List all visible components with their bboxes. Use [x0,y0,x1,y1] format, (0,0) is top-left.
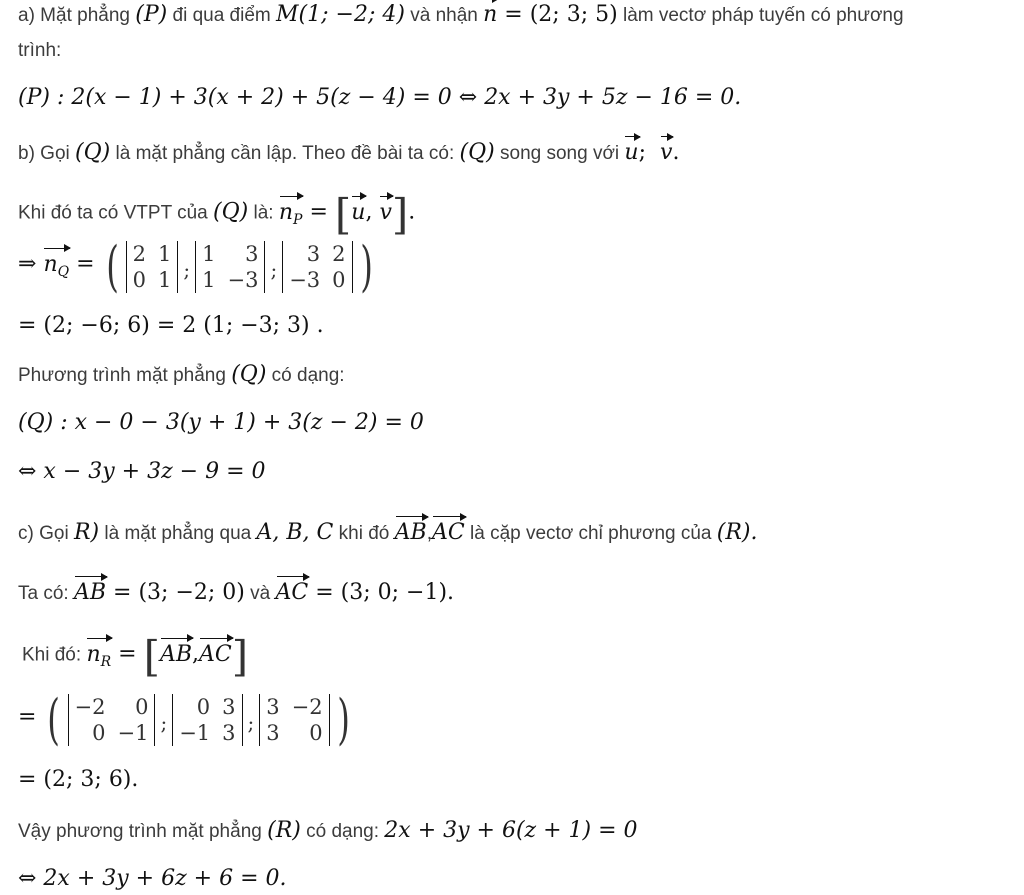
text: khi đó [333,523,395,544]
points-abc: A, B, C [256,520,334,545]
paren-close: ) [359,235,373,298]
point-m: M(1; −2; 4) [276,2,405,27]
text: là mặt phẳng qua [99,523,257,544]
vector-nq: $n_Q$ [43,251,70,280]
text: có dạng: [300,821,385,842]
comma: , [192,641,200,667]
bracket-open: [ [334,190,352,239]
line-c1 [18,520,758,545]
text: là: [248,202,279,224]
plane-q: (Q) [459,140,495,165]
line-c3 [22,632,249,681]
vector-ac: AC [199,641,232,667]
text: song song với [494,143,625,164]
vector-n: n [483,2,498,27]
vector-u: u [624,140,639,165]
equation-final: ⇔ 2x + 3y + 6z + 6 = 0. [18,866,287,891]
determinant-2: 1 3 1 −3 [195,241,265,293]
bracket-close: ] [231,632,249,681]
paren-close: ) [336,688,350,751]
line-b1 [18,140,679,165]
text: là cặp vectơ chỉ phương của [464,523,717,544]
determinant-3: 3 2 −3 0 [282,241,352,293]
equals: = [302,199,335,225]
equation: ⇔ x − 3y + 3z − 9 = 0 [18,459,266,484]
equation-p [18,85,741,110]
plane-q: (Q) [213,199,249,225]
vector-n-value: = (2; 3; 5) [497,2,618,27]
vector-ab: AB [394,520,427,545]
vector-ab-value: = (3; −2; 0) [106,580,245,605]
text: và [244,583,276,604]
result-nq: = (2; −6; 6) = 2 (1; −3; 3) . [18,313,324,338]
vector-ab: AB [159,641,193,667]
vector-ac-value: = (3; 0; −1). [308,580,455,605]
paren-open: ( [47,688,61,751]
text: có dạng: [266,365,345,386]
vector-v: v [660,140,673,165]
text: trình: [18,40,62,61]
paren-open: ( [105,235,119,298]
vector-np: $n_P$ [278,199,303,228]
text: và nhận [404,5,484,26]
line-a2 [18,40,61,62]
plane-p: (P) [135,2,168,27]
line-b4 [18,313,324,338]
determinant-3: 3 −2 3 0 [259,694,329,746]
equation: (P) : 2(x − 1) + 3(x + 2) + 5(z − 4) = 0 ⇔ 2x + 3y + 5z − 16 = 0. [18,85,742,110]
determinant-1: −2 0 0 −1 [68,694,156,746]
comma: , [365,199,373,225]
plane-q: (Q) [231,362,267,387]
line-c2 [18,580,454,605]
implies: ⇒ [18,251,44,277]
line-b5 [18,362,345,387]
text: làm vectơ pháp tuyến có phương [617,5,904,26]
vector-u: u [351,199,366,225]
result-nr: = (2; 3; 6). [18,767,139,792]
line-a1 [18,2,904,27]
text: b) Gọi [18,143,76,164]
text: đi qua điểm [167,5,277,26]
text: Khi đó ta có VTPT của [18,202,214,224]
equation: (Q) : x − 0 − 3(y + 1) + 3(z − 2) = 0 [18,410,424,435]
bracket-close: ] [391,190,409,239]
equation: 2x + 3y + 6(z + 1) = 0 [384,818,638,843]
period: . [672,140,680,165]
vector-ab: AB [73,580,107,605]
line-c6 [18,818,638,843]
plane-r: (R) [267,818,301,843]
plane-q: (Q) [75,140,111,165]
vector-ac: AC [431,520,465,545]
comma: , [426,523,432,544]
text: Khi đó: [22,644,87,666]
determinant-2: 0 3 −1 3 [172,694,242,746]
vector-nr: $n_R$ [86,641,112,670]
equals: = [111,641,144,667]
line-c5 [18,767,138,792]
text: Ta có: [18,583,74,604]
vector-ac: AC [275,580,309,605]
determinant-1: 2 1 0 1 [126,241,179,293]
equals: = [69,251,102,277]
plane-r: R) [73,520,100,545]
text: Vậy phương trình mặt phẳng [18,821,268,842]
line-c7 [18,866,287,891]
text: Phương trình mặt phẳng [18,365,232,386]
equation-q [18,410,424,435]
period: . [408,199,416,225]
line-b2 [18,190,416,239]
equation-q-simplified [18,459,266,484]
separator: ; [638,140,647,165]
text: a) Mặt phẳng [18,5,136,26]
line-b3: ⇒ $n_Q$ = ( 2 1 0 1 ;1 3 1 −3 ;3 2 −3 0 ) [18,235,373,298]
plane-r: (R). [716,520,758,545]
bracket-open: [ [143,632,160,681]
text: c) Gọi [18,523,74,544]
vector-v: v [379,199,392,225]
line-c4: = ( −2 0 0 −1 ;0 3 −1 3 ;3 −2 3 0 ) [18,688,350,751]
text: là mặt phẳng cần lập. Theo đề bài ta có: [110,143,460,164]
equals: = [18,704,44,730]
